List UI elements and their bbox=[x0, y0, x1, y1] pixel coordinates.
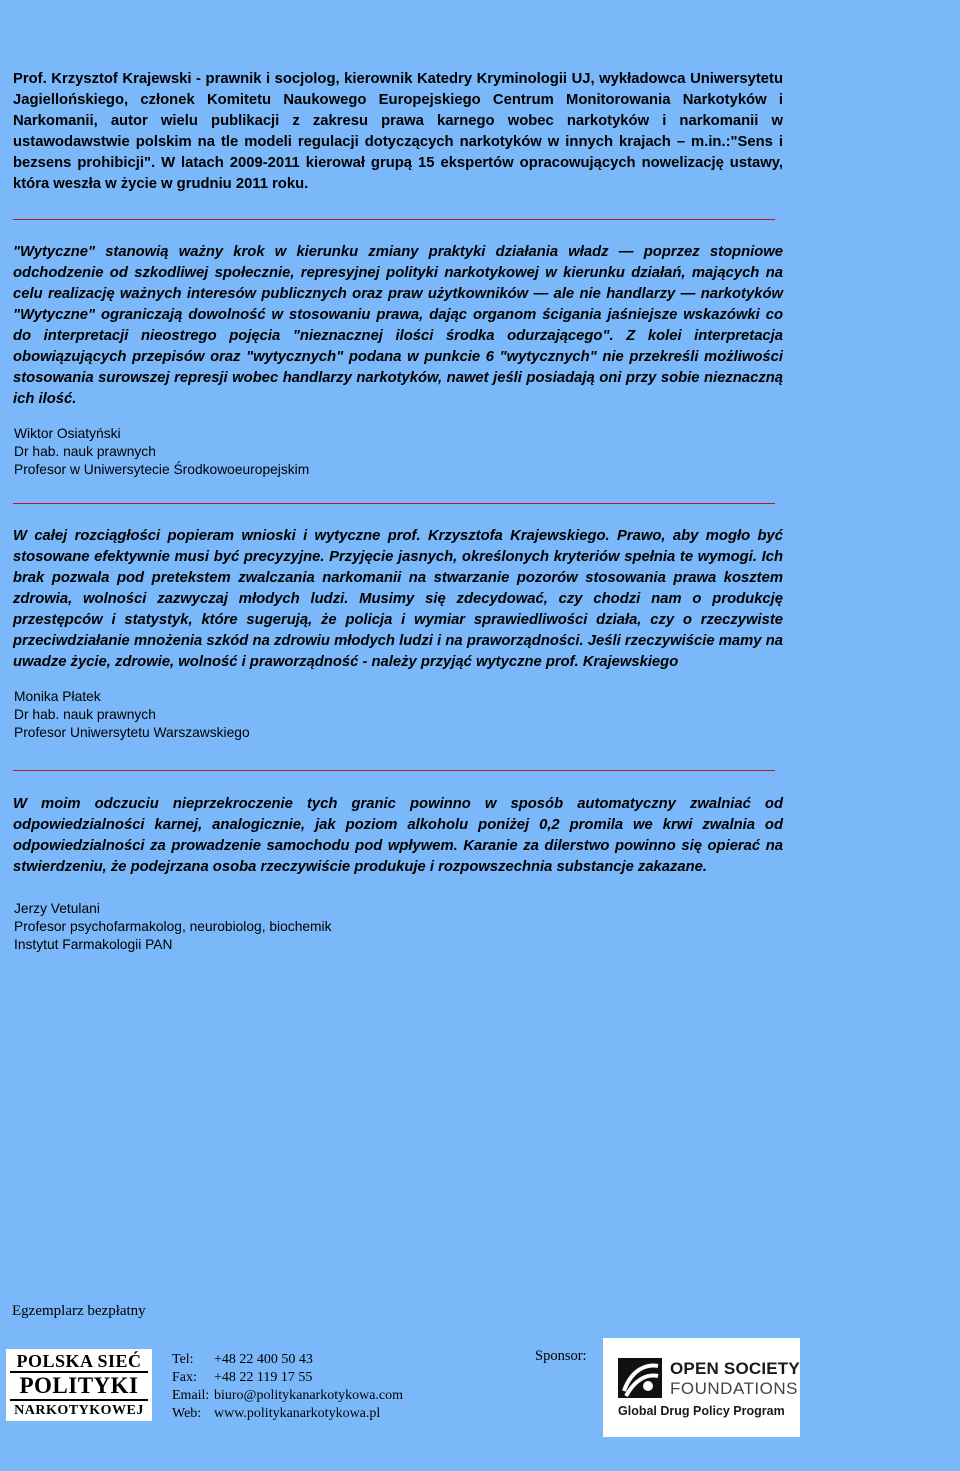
osf-name-line2: FOUNDATIONS bbox=[670, 1379, 798, 1398]
contact-phone: Tel: +48 22 400 50 43 bbox=[172, 1352, 313, 1367]
author-bio bbox=[13, 69, 783, 195]
pspn-logo bbox=[6, 1349, 152, 1421]
quote-vetulani: W moim odczuciu nieprzekroczenie tych granic powinno w sposób automatyczny zwalniać od odpowiedzialności karnej, analogicznie, jak poziom alkoholu poniżej 0,2 promila we krwi zwalnia od odpowiedzialności za prowadzenie samochodu pod wpływem. Karanie za dilerstwo powinno się opierać na stwierdzeniu, że podejrzana osoba rzeczywiście produkuje i rozpowszechnia substancje zakazane. bbox=[13, 796, 783, 875]
osf-name-line1: OPEN SOCIETY bbox=[670, 1359, 800, 1378]
author-bio-text: Krzysztof Krajewski - prawnik i socjolog, kierownik Katedry Kryminologii UJ, wykładowca Uniwersytetu Jagiellońskiego, członek Komitetu Naukowego Europejskiego Centrum Monitorowania Narkotyków i Narkomanii, autor wielu publikacji z zakresu prawa karnego wobec narkotyków i narkomanii w ustawodawstwie polskim na tle modeli regulacji dotyczących narkotyków w innych krajach – m.in.:"Sens i bezsens prohibicji". W latach 2009-2011 kierował grupą 15 ekspertów opracowujących nowelizację ustawy, która weszła w życie w grudniu 2011 roku. bbox=[13, 71, 783, 192]
free-copy-note: Egzemplarz bezpłatny bbox=[12, 1303, 146, 1319]
logo-line: POLSKA SIEĆ bbox=[10, 1351, 148, 1373]
contact-fax: Fax: +48 22 119 17 55 bbox=[172, 1370, 313, 1385]
quote-osiatynski: "Wytyczne" stanowią ważny krok w kierunku zmiany praktyki działania władz — poprzez stopniowe odchodzenie od szkodliwej społecznie, represyjnej polityki narkotykowej w kierunku działań, mających na celu realizację ważnych interesów publicznych oraz praw użytkowników — ale nie handlarzy — narkotyków "Wytyczne" ograniczają dowolność w stosowaniu prawa, dając organom ścigania jaśniejsze wskazówki co do interpretacji nieostrego pojęcia "nieznacznej ilości środka odurzającego". Z kolei interpretacja obowiązujących przepisów oraz "wytycznych" podana w punkcie 6 "wytycznych" nie przekreśli możliwości stosowania surowszej represji wobec handlarzy narkotyków, nawet jeśli posiadają oni przy sobie nieznaczną ich ilość. bbox=[13, 244, 783, 407]
sponsor-label: Sponsor: bbox=[535, 1348, 587, 1364]
signature-name: Jerzy Vetulani bbox=[14, 901, 100, 916]
signature-degree: Dr hab. nauk prawnych bbox=[14, 444, 156, 459]
signature-degree: Dr hab. nauk prawnych bbox=[14, 707, 156, 722]
separator-line bbox=[13, 219, 775, 220]
signature-vetulani bbox=[14, 900, 332, 954]
osf-logo bbox=[603, 1338, 800, 1437]
contact-web[interactable]: Web: www.politykanarkotykowa.pl bbox=[172, 1406, 381, 1421]
signature-position: Profesor Uniwersytetu Warszawskiego bbox=[14, 725, 250, 740]
quote-platek: W całej rozciągłości popieram wnioski i wytyczne prof. Krzysztofa Krajewskiego. Prawo, aby mogło być stosowane efektywnie musi być precyzyjne. Przyjęcie jasnych, określonych kryteriów spełnia te wymogi. Ich brak pozwala pod pretekstem zwalczania narkomanii na stwarzanie pozorów stosowania prawa kosztem zdrowia, wolności zazwyczaj młodych ludzi. Musimy się zdecydować, czy chodzi nam o produkcję przestępców i statystyk, które sugerują, że policja i wymiar sprawiedliwości działa, czy o rzeczywiste przeciwdziałanie mnożenia szkód na zdrowiu młodych ludzi i na praworządności. Jeśli rzeczywiście mamy na uwadze życie, zdrowie, wolność i praworządność - należy przyjąć wytyczne prof. Krajewskiego bbox=[13, 528, 783, 670]
osf-program: Global Drug Policy Program bbox=[618, 1404, 785, 1418]
contact-info bbox=[172, 1351, 403, 1423]
contact-email[interactable]: Email: biuro@politykanarkotykowa.com bbox=[172, 1388, 404, 1403]
separator-line bbox=[13, 503, 775, 504]
signature-name: Wiktor Osiatyński bbox=[14, 426, 121, 441]
author-title: Prof. bbox=[13, 71, 47, 87]
signature-position: Profesor w Uniwersytecie Środkowoeuropejskim bbox=[14, 462, 310, 477]
separator-line bbox=[13, 770, 775, 771]
signature-position: Profesor psychofarmakolog, neurobiolog, biochemik bbox=[14, 919, 332, 934]
signature-institution: Instytut Farmakologii PAN bbox=[14, 937, 173, 952]
logo-line: POLITYKI bbox=[10, 1373, 148, 1401]
signature-platek bbox=[14, 688, 250, 742]
logo-line: NARKOTYKOWEJ bbox=[14, 1403, 144, 1418]
signature-osiatynski bbox=[14, 425, 309, 479]
osf-mark-icon bbox=[618, 1358, 662, 1398]
signature-name: Monika Płatek bbox=[14, 689, 101, 704]
